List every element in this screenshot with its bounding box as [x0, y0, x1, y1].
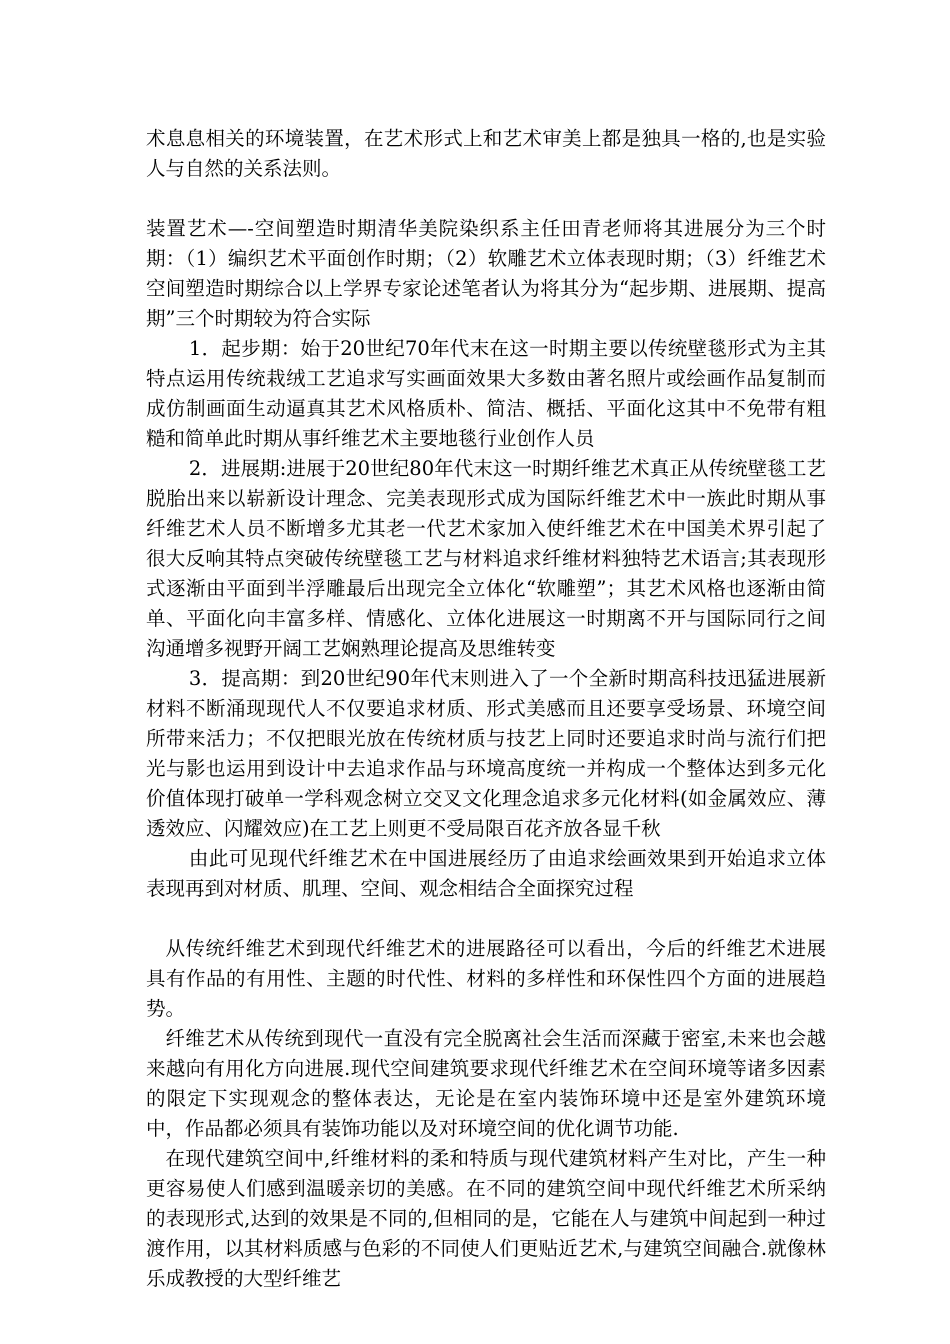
paragraph-trends: 从传统纤维艺术到现代纤维艺术的进展路径可以看出，今后的纤维艺术进展具有作品的有用性、主题的时代性、材料的多样性和环保性四个方面的进展趋势。	[146, 937, 826, 1020]
paragraph-development-period: 2．进展期:进展于20世纪80年代末这一时期纤维艺术真正从传统壁毯工艺脱胎出来以崭新设计理念、完美表现形式成为国际纤维艺术中一族此时期从事纤维艺术人员不断增多尤其老一代艺术家加入使纤维艺术在中国美术界引起了很大反响其特点突破传统壁毯工艺与材料追求纤维材料独特艺术语言;其表现形式逐渐由平面到半浮雕最后出现完全立体化“软雕塑”；其艺术风格也逐渐由简单、平面化向丰富多样、情感化、立体化进展这一时期离不开与国际同行之间沟通增多视野开阔工艺娴熟理论提高及思维转变	[146, 457, 826, 660]
body-text	[146, 124, 826, 1294]
paragraph-spacer	[146, 904, 826, 934]
paragraph-improvement-period: 3．提高期：到20世纪90年代末则进入了一个全新时期高科技迅猛进展新材料不断涌现现代人不仅要追求材质、形式美感而且还要享受场景、环境空间所带来活力；不仅把眼光放在传统材质与技艺上同时还要追求时尚与流行们把光与影也运用到设计中去追求作品与环境高度统一并构成一个整体达到多元化价值体现打破单一学科观念树立交叉文化理念追求多元化材料(如金属效应、薄透效应、闪耀效应)在工艺上则更不受局限百花齐放各显千秋	[146, 667, 826, 840]
paragraph-intro-continuation: 术息息相关的环境装置，在艺术形式上和艺术审美上都是独具一格的,也是实验人与自然的关系法则。	[146, 127, 826, 180]
paragraph-summary: 由此可见现代纤维艺术在中国进展经历了由追求绘画效果到开始追求立体表现再到对材质、肌理、空间、观念相结合全面探究过程	[146, 847, 826, 900]
paragraph-three-periods: 装置艺术—-空间塑造时期清华美院染织系主任田青老师将其进展分为三个时期：（1）编织艺术平面创作时期；（2）软雕艺术立体表现时期；（3）纤维艺术空间塑造时期综合以上学界专家论述笔者认为将其分为“起步期、进展期、提高期”三个时期较为符合实际	[146, 217, 826, 330]
paragraph-spacer	[146, 184, 826, 214]
paragraph-initial-period: 1．起步期：始于20世纪70年代末在这一时期主要以传统壁毯形式为主其特点运用传统栽绒工艺追求写实画面效果大多数由著名照片或绘画作品复制而成仿制画面生动逼真其艺术风格质朴、简洁、概括、平面化这其中不免带有粗糙和简单此时期从事纤维艺术主要地毯行业创作人员	[146, 337, 826, 450]
paragraph-architecture: 在现代建筑空间中,纤维材料的柔和特质与现代建筑材料产生对比，产生一种更容易使人们感到温暖亲切的美感。在不同的建筑空间中现代纤维艺术所采纳的表现形式,达到的效果是不同的,但相同的是，它能在人与建筑中间起到一种过渡作用，以其材料质感与色彩的不同使人们更贴近艺术,与建筑空间融合.就像林乐成教授的大型纤维艺	[146, 1147, 826, 1290]
paragraph-practicality: 纤维艺术从传统到现代一直没有完全脱离社会生活而深藏于密室,未来也会越来越向有用化方向进展.现代空间建筑要求现代纤维艺术在空间环境等诸多因素的限定下实现观念的整体表达，无论是在室内装饰环境中还是室外建筑环境中，作品都必须具有装饰功能以及对环境空间的优化调节功能.	[146, 1027, 826, 1140]
